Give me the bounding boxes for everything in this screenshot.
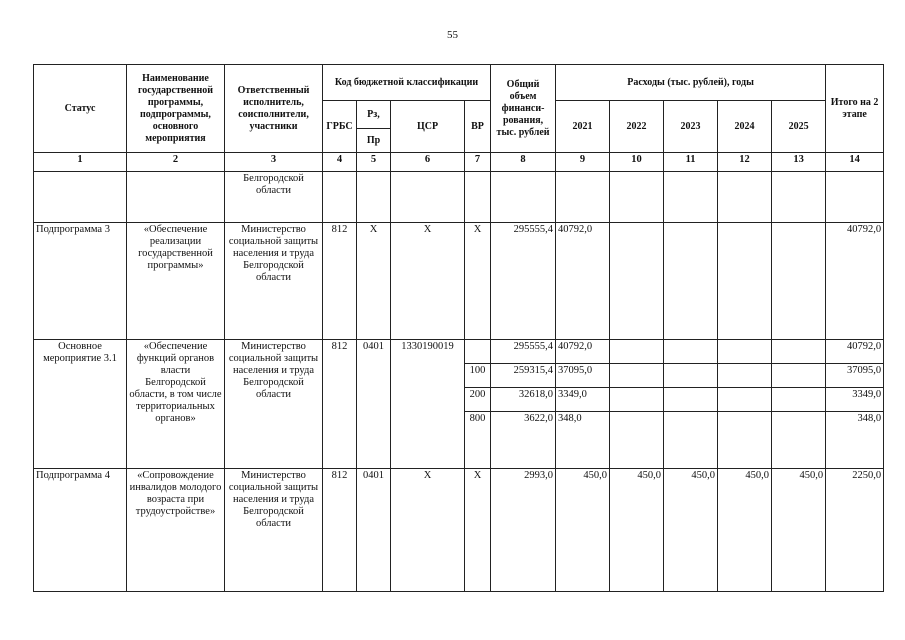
column-number: 14 [826,153,884,172]
column-number: 8 [491,153,556,172]
csr-cell: 1330190019 [391,340,465,469]
header-year: 2022 [610,101,664,153]
year-cell: 3349,0 [556,388,610,412]
header-status: Статус [34,65,127,153]
header-total-volume: Общий объем финанси-рования, тыс. рублей [491,65,556,153]
table-row [34,172,884,223]
year-cell: 40792,0 [556,223,610,340]
header-row [34,65,884,101]
csr-cell: Х [391,469,465,592]
column-numbers-row [34,153,884,172]
column-number: 10 [610,153,664,172]
header-year: 2021 [556,101,610,153]
header-year: 2023 [664,101,718,153]
csr-cell: Х [391,223,465,340]
vr-cell [465,340,491,364]
vr-cell: Х [465,469,491,592]
status-cell: Основное мероприятие 3.1 [34,340,127,469]
column-number: 11 [664,153,718,172]
grbs-cell: 812 [323,340,357,469]
column-number: 4 [323,153,357,172]
header-year: 2024 [718,101,772,153]
header-expenses: Расходы (тыс. рублей), годы [556,65,826,101]
year-cell: 40792,0 [556,340,610,364]
total-cell: 3622,0 [491,412,556,469]
header-csr: ЦСР [391,101,465,153]
table-row [34,223,884,340]
column-number: 5 [357,153,391,172]
budget-table [33,64,884,592]
stage-total-cell: 40792,0 [826,223,884,340]
rzpr-cell: 0401 [357,469,391,592]
rzpr-cell: Х [357,223,391,340]
stage-total-cell: 348,0 [826,412,884,469]
total-cell: 295555,4 [491,340,556,364]
vr-cell: 200 [465,388,491,412]
column-number: 13 [772,153,826,172]
responsible-cell: Министерство социальной защиты населения и труда Белгородской области [225,223,323,340]
total-cell: 295555,4 [491,223,556,340]
total-cell: 2993,0 [491,469,556,592]
name-cell: «Сопровождение инвалидов молодого возраста при трудоустройстве» [127,469,225,592]
header-rz: Рз, [357,101,391,129]
name-cell: «Обеспечение реализации государственной программы» [127,223,225,340]
grbs-cell: 812 [323,223,357,340]
column-number: 1 [34,153,127,172]
year-cell: 450,0 [772,469,826,592]
column-number: 12 [718,153,772,172]
header-vr: ВР [465,101,491,153]
header-grbs: ГРБС [323,101,357,153]
status-cell: Подпрограмма 3 [34,223,127,340]
stage-total-cell: 40792,0 [826,340,884,364]
grbs-cell: 812 [323,469,357,592]
year-cell: 450,0 [610,469,664,592]
name-cell: «Обеспечение функций органов власти Белгородской области, в том числе территориальных органов» [127,340,225,469]
year-cell: 450,0 [718,469,772,592]
vr-cell: 100 [465,364,491,388]
column-number: 7 [465,153,491,172]
responsible-cell: Министерство социальной защиты населения и труда Белгородской области [225,340,323,469]
total-cell: 259315,4 [491,364,556,388]
year-cell: 450,0 [664,469,718,592]
responsible-cell: Белгородской области [225,172,323,223]
column-number: 6 [391,153,465,172]
header-year: 2025 [772,101,826,153]
total-cell: 32618,0 [491,388,556,412]
rzpr-cell: 0401 [357,340,391,469]
column-number: 3 [225,153,323,172]
stage-total-cell: 37095,0 [826,364,884,388]
page-number: 55 [447,29,458,41]
table-row [34,469,884,592]
year-cell: 37095,0 [556,364,610,388]
header-name: Наименование государственной программы, подпрограммы, основного мероприятия [127,65,225,153]
year-cell: 450,0 [556,469,610,592]
header-pr: Пр [357,129,391,153]
header-responsible: Ответственный исполнитель, соисполнители, участники [225,65,323,153]
vr-cell: Х [465,223,491,340]
header-budget-code: Код бюджетной классификации [323,65,491,101]
table-row [34,340,884,364]
status-cell: Подпрограмма 4 [34,469,127,592]
responsible-cell: Министерство социальной защиты населения и труда Белгородской области [225,469,323,592]
column-number: 2 [127,153,225,172]
year-cell: 348,0 [556,412,610,469]
header-total-stage: Итого на 2 этапе [826,65,884,153]
vr-cell: 800 [465,412,491,469]
stage-total-cell: 2250,0 [826,469,884,592]
stage-total-cell: 3349,0 [826,388,884,412]
column-number: 9 [556,153,610,172]
